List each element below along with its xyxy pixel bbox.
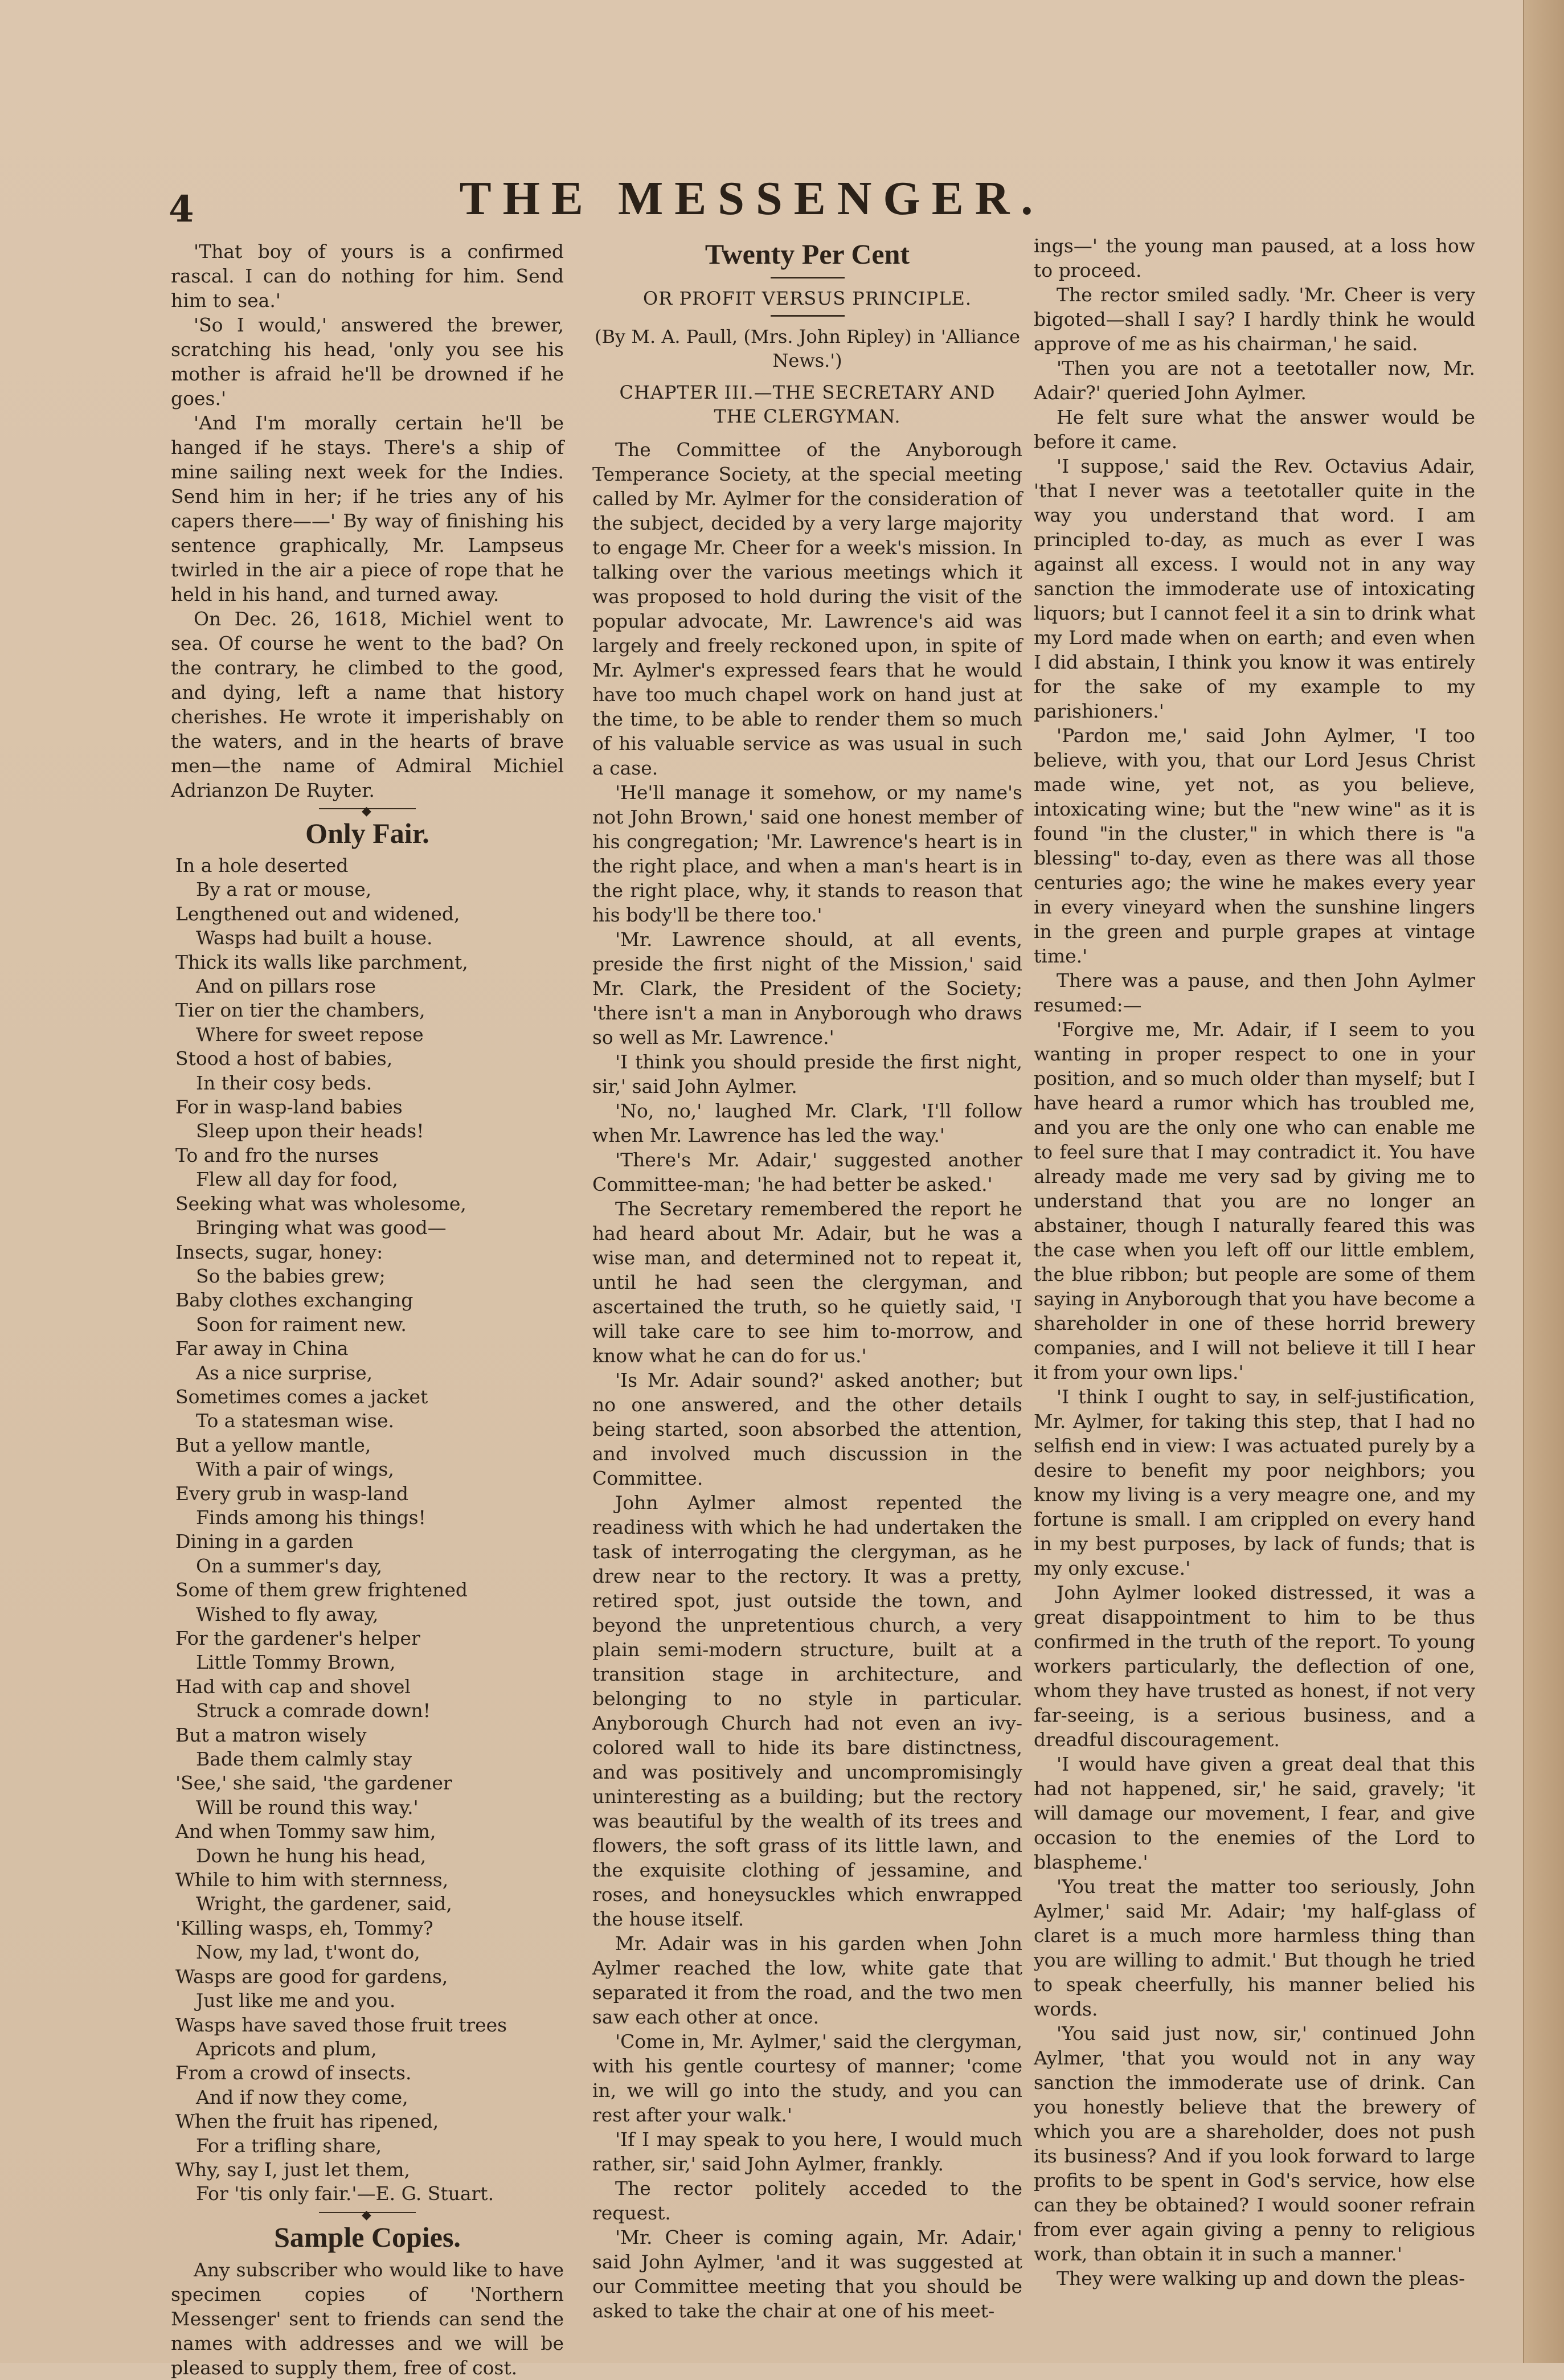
divider	[771, 277, 845, 278]
poem-line: Just like me and you.	[196, 1989, 396, 2012]
paragraph: 'I think you should preside the first night, sir,' said John Aylmer.	[592, 1051, 1022, 1097]
story-body-col2	[592, 437, 1022, 2323]
poem-line: Apricots and plum,	[196, 2037, 377, 2060]
story-body-col3	[1034, 282, 1475, 2291]
paragraph: There was a pause, and then John Aylmer resumed:—	[1034, 969, 1475, 1016]
page-number: 4	[169, 188, 194, 231]
poem-line: From a crowd of insects.	[175, 2062, 412, 2084]
poem-line: Every grub in wasp-land	[175, 1482, 408, 1505]
poem-line: Soon for raiment new.	[196, 1313, 407, 1336]
poem-line: Struck a comrade down!	[196, 1699, 431, 1722]
poem-line: Wasps are good for gardens,	[175, 1965, 448, 1988]
poem-line: Sleep upon their heads!	[196, 1120, 424, 1142]
paragraph: 'Forgive me, Mr. Adair, if I seem to you wanting in proper respect to one in your position, and so much older than myself; but I have heard a rumor which has troubled me, and you are the only one who can enable me to feel sure that I may contradict it. You have already made me very sad by giving me to understand that you are no longer an abstainer, though I naturally feared this was the case when you left off our little emblem, the blue ribbon; but people are some of them saying in Anyborough that you have become a shareholder in one of these horrid brewery companies, and I will not believe it till I hear it from your own lips.'	[1034, 1018, 1475, 1383]
column-2	[592, 232, 1022, 2323]
poem-line: With a pair of wings,	[196, 1458, 394, 1481]
paragraph: 'You said just now, sir,' continued John Aylmer, 'that you would not in any way sanction the immoderate use of drink. Can you honestly believe that the brewery of which you are a shareholder, does not push its business? And if you look forward to large profits to be spent in God's service, how else can they be obtained? I would sooner refrain from ever again giving a penny to religious work, than obtain it in such a manner.'	[1034, 2022, 1475, 2265]
paragraph: John Aylmer looked distressed, it was a great disappointment to him to be thus confirmed in the truth of the report. To young workers particularly, the deflection of one, whom they have trusted as honest, if not very far-seeing, is a serious business, and a dreadful discouragement.	[1034, 1582, 1475, 1751]
paragraph: Mr. Adair was in his garden when John Aylmer reached the low, white gate that separated it from the road, and the two men saw each other at once.	[592, 1932, 1022, 2028]
poem-line: Where for sweet repose	[196, 1023, 424, 1046]
poem-last-line: For 'tis only fair.'—E. G. Stuart.	[196, 2182, 494, 2205]
poem-line: Wasps have saved those fruit trees	[175, 2013, 507, 2036]
paragraph: The Secretary remembered the report he had heard about Mr. Adair, but he was a wise man, and determined not to repeat it, until he had seen the clergyman, and ascertained the truth, so he quietly said, 'I will take care to see him to-morrow, and know what he can do for us.'	[592, 1198, 1022, 1367]
poem-line: Baby clothes exchanging	[175, 1289, 413, 1312]
story-byline: (By M. A. Paull, (Mrs. John Ripley) in 'Alliance News.')	[594, 326, 1021, 371]
poem-line: Now, my lad, t'wont do,	[196, 1941, 420, 1964]
poem-line: On a summer's day,	[196, 1554, 383, 1577]
paragraph: On Dec. 26, 1618, Michiel went to sea. Of course he went to the bad? On the contrary, he climbed to the good, and dying, left a name that history cherishes. He wrote it imperishably on the waters, and in the hearts of brave men—the name of Admiral Michiel Adrianzon De Ruyter.	[171, 608, 564, 801]
poem-line: Dining in a garden	[175, 1530, 354, 1553]
poem-body	[175, 854, 564, 2206]
column-1	[171, 239, 564, 2380]
paragraph: The rector smiled sadly. 'Mr. Cheer is very bigoted—shall I say? I hardly think he would approve of me as his chairman,' he said.	[1034, 284, 1475, 355]
paragraph: They were walking up and down the pleas-	[1057, 2267, 1465, 2289]
poem-line: Tier on tier the chambers,	[175, 999, 425, 1022]
sample-text: Any subscriber who would like to have specimen copies of 'Northern Messenger' sent to friends can send the names with addresses and we will be pleased to supply them, free of cost.	[171, 2258, 564, 2379]
poem-line: For a trifling share,	[196, 2134, 382, 2157]
page-edge	[1523, 0, 1564, 2363]
poem-line: 'Killing wasps, eh, Tommy?	[175, 1916, 433, 1939]
masthead-title: THE MESSENGER.	[459, 172, 1045, 225]
poem-line: Seeking what was wholesome,	[175, 1192, 466, 1215]
poem-line: Wasps had built a house.	[196, 927, 433, 949]
paragraph: 'If I may speak to you here, I would much rather, sir,' said John Aylmer, frankly.	[592, 2128, 1022, 2175]
ornament-divider	[319, 808, 416, 809]
poem-line: Little Tommy Brown,	[196, 1651, 396, 1674]
paragraph-continuation: ings—' the young man paused, at a loss how to proceed.	[1034, 235, 1475, 281]
paragraph: 'That boy of yours is a confirmed rascal. I can do nothing for him. Send him to sea.'	[171, 240, 564, 312]
poem-line: So the babies grew;	[196, 1264, 386, 1287]
poem-line: And if now they come,	[196, 2086, 408, 2108]
poem-line: Bade them calmly stay	[196, 1748, 412, 1771]
poem-line: Thick its walls like parchment,	[175, 951, 468, 973]
poem-line: While to him with sternness,	[175, 1869, 449, 1891]
story-title: Twenty Per Cent	[705, 238, 910, 270]
paragraph: John Aylmer almost repented the readiness with which he had undertaken the task of interrogating the clergyman, as he drew near to the rectory. It was a pretty, retired spot, just outside the town, and beyond the unpretentious church, a very plain semi-modern structure, built at a transition stage in architecture, and belonging to no style in particular. Anyborough Church had not even an ivy-colored wall to hide its bare distinctness, and was positively and uncompromisingly uninteresting as a building; but the rectory was beautiful by the wealth of its trees and flowers, the soft grass of its little lawn, and the exquisite clothing of jessamine, and roses, and honeysuckles which enwrapped the house itself.	[592, 1492, 1022, 1930]
paragraph: 'Come in, Mr. Aylmer,' said the clergyman, with his gentle courtesy of manner; 'come in, we will go into the study, and you can rest after your walk.'	[592, 2030, 1022, 2126]
poem-line: When the fruit has ripened,	[175, 2110, 439, 2133]
paragraph: 'I think I ought to say, in self-justification, Mr. Aylmer, for taking this step, that I had no selfish end in view: I was actuated purely by a desire to benefit my poor neighbors; you know my living is a very meagre one, and my fortune is small. I am crippled on every hand in my best purposes, by lack of funds; that is my only excuse.'	[1034, 1386, 1475, 1579]
poem-line: Will be round this way.'	[196, 1796, 419, 1818]
poem-line: And when Tommy saw him,	[175, 1820, 436, 1843]
paragraph: 'He'll manage it somehow, or my name's not John Brown,' said one honest member of his congregation; 'Mr. Lawrence's heart is in the right place, and when a man's heart is in the right place, why, it stands to reason that his body'll be there too.'	[592, 781, 1022, 926]
poem-line: Some of them grew frightened	[175, 1579, 468, 1601]
poem-line: Finds among his things!	[196, 1506, 426, 1529]
sample-notice	[171, 2258, 564, 2380]
poem-line: Had with cap and shovel	[175, 1675, 411, 1698]
poem-line: In their cosy beds.	[196, 1071, 372, 1094]
poem-line: Wished to fly away,	[196, 1603, 379, 1625]
intro-story	[171, 239, 564, 802]
paragraph: The rector politely acceded to the request.	[592, 2177, 1022, 2224]
sample-title: Sample Copies.	[274, 2221, 461, 2253]
paragraph: 'I would have given a great deal that this had not happened, sir,' he said, gravely; 'it will damage our movement, I fear, and give occasion to the enemies of the Lord to blaspheme.'	[1034, 1753, 1475, 1873]
chapter-heading: CHAPTER III.—THE SECRETARY AND THE CLERGYMAN.	[619, 382, 996, 427]
paragraph: He felt sure what the answer would be before it came.	[1034, 406, 1475, 453]
divider	[771, 315, 845, 317]
paragraph: 'Is Mr. Adair sound?' asked another; but no one answered, and the other details being started, soon absorbed the attention, and involved much discussion in the Committee.	[592, 1369, 1022, 1489]
poem-line: Lengthened out and widened,	[175, 902, 460, 925]
poem-line: Insects, sugar, honey:	[175, 1240, 383, 1263]
poem-title: Only Fair.	[305, 817, 429, 849]
poem-line: As a nice surprise,	[196, 1361, 373, 1384]
poem-line: Why, say I, just let them,	[175, 2158, 411, 2181]
poem-line: For the gardener's helper	[175, 1627, 420, 1649]
paragraph: The Committee of the Anyborough Temperance Society, at the special meeting called by Mr. Aylmer for the consideration of the subject, decided by a very large majority to engage Mr. Cheer for a week's mission. In talking over the various meetings which it was proposed to hold during the visit of the popular advocate, Mr. Lawrence's aid was largely and freely reckoned upon, in spite of Mr. Aylmer's expressed fears that he would have too much chapel work on hand just at the time, to be able to render them so much of his valuable service as was usual in such a case.	[592, 439, 1022, 779]
poem-line: Down he hung his head,	[196, 1844, 427, 1867]
poem-line: But a yellow mantle,	[175, 1433, 371, 1456]
paragraph: 'And I'm morally certain he'll be hanged if he stays. There's a ship of mine sailing next week for the Indies. Send him in her; if he tries any of his capers there——' By way of finishing his sentence graphically, Mr. Lampseus twirled in the air a piece of rope that he held in his hand, and turned away.	[171, 412, 564, 605]
paragraph: 'Pardon me,' said John Aylmer, 'I too believe, with you, that our Lord Jesus Christ made wine, yet not, as you believe, intoxicating wine; but the "new wine" as it is found "in the cluster," in which there is "a blessing" to-day, even as there was all those centuries ago; the wine he makes every year in every vineyard when the sunshine lingers in the green and purple grapes at vintage time.'	[1034, 724, 1475, 967]
column-3	[1034, 234, 1475, 2291]
paragraph: 'You treat the matter too seriously, John Aylmer,' said Mr. Adair; 'my half-glass of claret is a much more harmless thing than you are willing to admit.' But though he tried to speak cheerfully, his manner belied his words.	[1034, 1875, 1475, 2020]
poem-line: Far away in China	[175, 1337, 349, 1360]
poem-line: By a rat or mouse,	[196, 878, 372, 901]
poem-line: Wright, the gardener, said,	[196, 1892, 452, 1915]
paragraph: 'I suppose,' said the Rev. Octavius Adair, 'that I never was a teetotaller quite in the way you understand that word. I am principled to-day, as much as ever I was against all excess. I would not in any way sanction the immoderate use of intoxicating liquors; but I cannot feel it a sin to drink what my Lord made when on earth; and even when I did abstain, I think you know it was entirely for the sake of my example to my parishioners.'	[1034, 455, 1475, 722]
poem-line: For in wasp-land babies	[175, 1096, 403, 1119]
poem-line: To and fro the nurses	[175, 1144, 379, 1166]
paragraph: 'Mr. Cheer is coming again, Mr. Adair,' said John Aylmer, 'and it was suggested at our Committee meeting that you should be asked to take the chair at one of his meet-	[592, 2226, 1022, 2322]
poem-line: Bringing what was good—	[196, 1216, 447, 1239]
paragraph: 'Then you are not a teetotaller now, Mr. Adair?' queried John Aylmer.	[1034, 357, 1475, 404]
poem-line: 'See,' she said, 'the gardener	[175, 1772, 452, 1795]
poem-line: But a matron wisely	[175, 1723, 367, 1746]
poem-line: In a hole deserted	[175, 854, 349, 876]
poem-line: And on pillars rose	[196, 975, 376, 998]
paragraph: 'There's Mr. Adair,' suggested another Committee-man; 'he had better be asked.'	[592, 1149, 1022, 1195]
poem-line: Sometimes comes a jacket	[175, 1385, 428, 1408]
poem-line: Flew all day for food,	[196, 1168, 398, 1191]
poem-line: To a statesman wise.	[196, 1410, 395, 1432]
ornament-divider	[319, 2212, 416, 2213]
story-subtitle: OR PROFIT VERSUS PRINCIPLE.	[643, 288, 972, 309]
poem-line: Stood a host of babies,	[175, 1047, 393, 1070]
paragraph: 'Mr. Lawrence should, at all events, preside the first night of the Mission,' said Mr. Clark, the President of the Society; 'there isn't a man in Anyborough who draws so well as Mr. Lawrence.'	[592, 928, 1022, 1048]
paragraph: 'So I would,' answered the brewer, scratching his head, 'only you see his mother is afraid he'll be drowned if he goes.'	[171, 314, 564, 409]
paragraph: 'No, no,' laughed Mr. Clark, 'I'll follow when Mr. Lawrence has led the way.'	[592, 1100, 1022, 1146]
